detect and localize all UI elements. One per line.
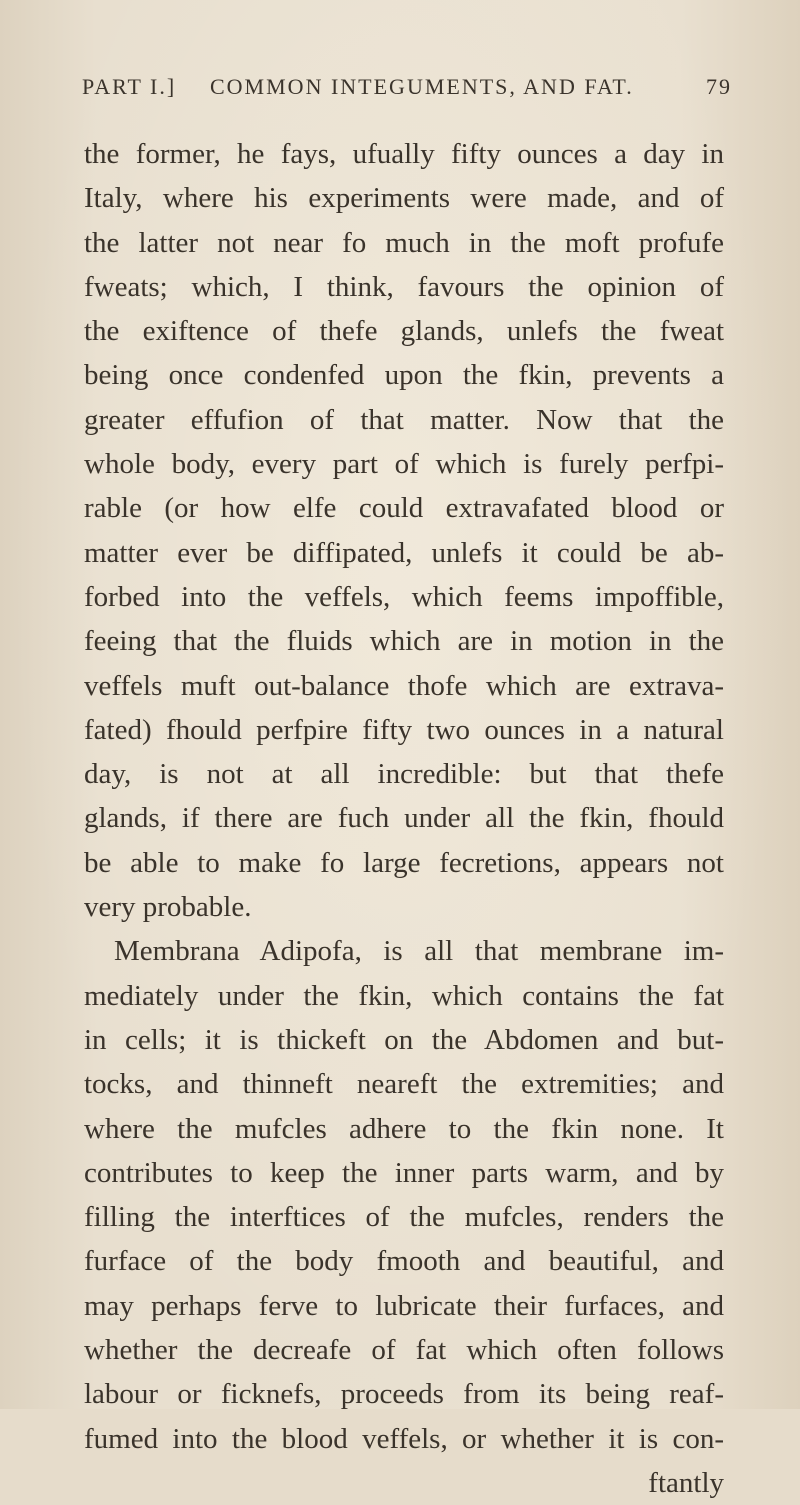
running-head-part: PART I.] — [82, 74, 177, 99]
text-line: contributes to keep the inner parts warm, and by — [84, 1156, 724, 1189]
text-line: fumed into the blood veffels, or whether it is con- — [84, 1422, 724, 1455]
catchword: ftantly — [648, 1466, 724, 1499]
text-line: may perhaps ferve to lubricate their furfaces, and — [84, 1289, 724, 1322]
text-line: filling the interftices of the mufcles, renders the — [84, 1201, 724, 1234]
text-line: whether the decreafe of fat which often follows — [84, 1334, 724, 1367]
text-line: day, is not at all incredible: but that thefe — [84, 758, 724, 791]
text-line: feeing that the fluids which are in motion in the — [84, 625, 724, 658]
text-line: glands, if there are fuch under all the fkin, fhould — [84, 802, 724, 835]
text-line: labour or ficknefs, proceeds from its being reaf- — [84, 1378, 724, 1411]
text-line: tocks, and thinneft neareft the extremities; and — [84, 1068, 724, 1101]
text-line: greater effufion of that matter. Now that the — [84, 403, 724, 436]
text-line: mediately under the fkin, which contains the fat — [84, 979, 724, 1012]
text-line: fated) fhould perfpire fifty two ounces in a natural — [84, 713, 724, 746]
text-line: in cells; it is thickeft on the Abdomen and but- — [84, 1023, 724, 1056]
text-line: rable (or how elfe could extravafated blood or — [84, 492, 724, 525]
text-line: Membrana Adipofa, is all that membrane im- — [114, 935, 724, 968]
text-line: whole body, every part of which is furely perfpi- — [84, 448, 724, 481]
text-line: very probable. — [84, 891, 252, 924]
text-line: the exiftence of thefe glands, unlefs the fweat — [84, 315, 724, 348]
text-line: forbed into the veffels, which feems impoffible, — [84, 580, 724, 613]
text-line: fweats; which, I think, favours the opinion of — [84, 270, 724, 303]
running-head-title: COMMON INTEGUMENTS, AND FAT. — [210, 74, 634, 99]
body-text — [84, 132, 724, 1505]
running-head — [82, 74, 732, 104]
text-line: veffels muft out-balance thofe which are extrava- — [84, 669, 724, 702]
text-line: where the mufcles adhere to the fkin none. It — [84, 1112, 724, 1145]
text-line: the former, he fays, ufually fifty ounces a day in — [84, 138, 724, 170]
text-line: the latter not near fo much in the moft profufe — [84, 226, 724, 259]
text-line: be able to make fo large fecretions, appears not — [84, 846, 724, 879]
page-number: 79 — [706, 74, 732, 99]
text-line: being once condenfed upon the fkin, prevents a — [84, 359, 724, 392]
text-line: matter ever be diffipated, unlefs it could be ab- — [84, 536, 724, 569]
text-line: Italy, where his experiments were made, and of — [84, 182, 724, 215]
text-line: furface of the body fmooth and beautiful, and — [84, 1245, 724, 1278]
